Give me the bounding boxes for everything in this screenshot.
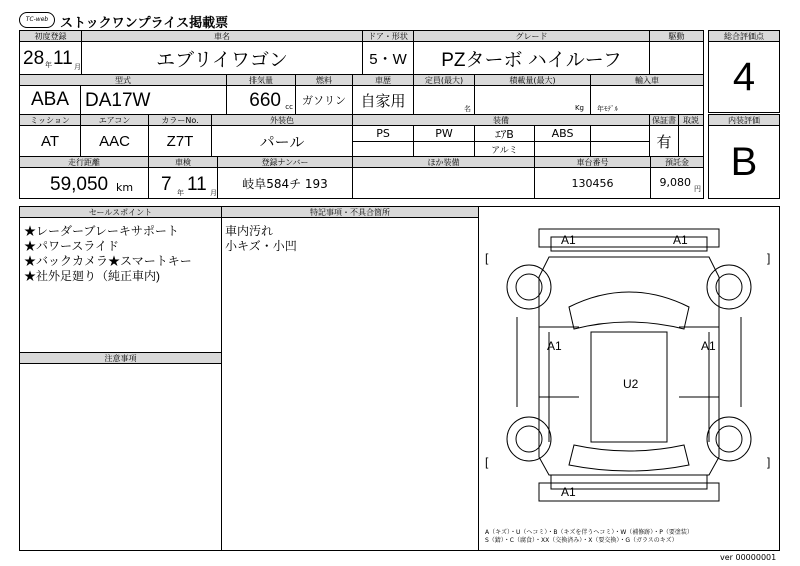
- equipment-label: 装備: [352, 114, 650, 126]
- mission-value: AT: [19, 125, 81, 157]
- interior-grade-value: B: [708, 125, 780, 199]
- other-equip-value: [352, 167, 535, 199]
- door-value: 5・W: [362, 41, 414, 75]
- inspection-month: 11: [187, 174, 207, 195]
- payload-value: [474, 85, 591, 115]
- recycle-label: 預託金: [650, 156, 704, 168]
- car-name-value: エブリイワゴン: [81, 41, 363, 75]
- equip-slot-9: [534, 141, 591, 157]
- mileage-unit: km: [116, 181, 134, 194]
- other-equip-label: ほか装備: [352, 156, 535, 168]
- legend-line: S（錆）・C（腐食）・XX（交換済み）・X（要交換）・G（ガラスのキズ）: [485, 537, 678, 544]
- model-label: 型式: [19, 74, 227, 86]
- chassis-value: 130456: [534, 167, 651, 199]
- warranty-value: 有: [649, 125, 679, 157]
- overall-grade-label: 総合評価点: [708, 30, 780, 42]
- drive-value: [649, 41, 704, 75]
- fuel-label: 燃料: [295, 74, 353, 86]
- grade-value: PZターボ ハイルーフ: [413, 41, 650, 75]
- equip-abs: ABS: [534, 125, 591, 142]
- plate-label: 登録ナンバー: [217, 156, 353, 168]
- remarks-box: [221, 217, 479, 551]
- first-reg-year: 28: [23, 48, 45, 69]
- displacement-label: 排気量: [226, 74, 296, 86]
- color-value: Z7T: [148, 125, 212, 157]
- bracket-mark: [: [485, 455, 489, 469]
- remark-item: 車内汚れ: [225, 224, 274, 238]
- remark-item: 小キズ・小凹: [225, 239, 297, 253]
- mileage-number: 59,050: [50, 174, 109, 195]
- equip-ps: PS: [352, 125, 414, 142]
- damage-mark: A1: [561, 233, 576, 247]
- vehicle-diagram: [478, 206, 780, 551]
- inspection-value: [148, 167, 218, 199]
- bracket-mark: ]: [767, 455, 771, 469]
- sales-points-box: [19, 217, 222, 353]
- model-prefix: ABA: [19, 85, 81, 115]
- mission-label: ミッション: [19, 114, 81, 126]
- first-reg-month-unit: 月: [74, 63, 81, 71]
- mileage-value: [19, 167, 149, 199]
- import-label: 輸入車: [590, 74, 704, 86]
- displacement-value: [226, 85, 296, 115]
- interior-grade-label: 内装評価: [708, 114, 780, 126]
- equip-slot-5: [590, 125, 650, 142]
- notes-label: 注意事項: [19, 352, 222, 364]
- damage-mark: U2: [623, 377, 639, 391]
- aircon-label: エアコン: [80, 114, 149, 126]
- recycle-number: 9,080: [659, 176, 691, 189]
- equip-slot-7: [413, 141, 475, 157]
- equip-slot-10: [590, 141, 650, 157]
- capacity-unit: 名: [464, 105, 471, 113]
- equip-pw: PW: [413, 125, 475, 142]
- inspection-month-unit: 月: [210, 189, 217, 197]
- inspection-label: 車検: [148, 156, 218, 168]
- manual-label: 取説: [678, 114, 704, 126]
- damage-mark: A1: [673, 233, 688, 247]
- aircon-value: AAC: [80, 125, 149, 157]
- manual-value: [678, 125, 704, 157]
- inspection-year-unit: 年: [177, 189, 184, 197]
- damage-mark: A1: [701, 339, 716, 353]
- remarks-label: 特記事項・不具合箇所: [221, 206, 479, 218]
- capacity-value: [413, 85, 475, 115]
- usage-label: 車歴: [352, 74, 414, 86]
- import-model-label: 年ﾓﾃﾞﾙ: [597, 105, 618, 113]
- sales-point-item: ★社外足廻り（純正車内): [24, 269, 160, 283]
- inspection-year: 7: [161, 174, 172, 195]
- page-title: ストックワンプライス掲載票: [60, 15, 229, 30]
- first-reg-month: 11: [53, 48, 73, 69]
- displacement-number: 660: [249, 90, 281, 111]
- capacity-label: 定員(最大): [413, 74, 475, 86]
- sales-points-label: セールスポイント: [19, 206, 222, 218]
- logo-text: TC-web: [25, 16, 49, 23]
- sales-point-item: ★レーダーブレーキサポート: [24, 224, 179, 238]
- paint-label: 外装色: [211, 114, 353, 126]
- sales-point-item: ★パワースライド: [24, 239, 120, 253]
- damage-legend: [485, 529, 693, 545]
- paint-value: パール: [211, 125, 353, 157]
- equip-airbag: ｴｱB: [474, 125, 535, 142]
- equip-slot-6: [352, 141, 414, 157]
- chassis-label: 車台番号: [534, 156, 651, 168]
- first-reg-year-unit: 年: [45, 61, 52, 69]
- bracket-mark: ]: [767, 251, 771, 265]
- plate-value: 岐阜584チ 193: [217, 167, 353, 199]
- version-label: ver 00000001: [720, 553, 777, 562]
- mileage-label: 走行距離: [19, 156, 149, 168]
- usage-value: 自家用: [352, 85, 414, 115]
- damage-mark: A1: [561, 485, 576, 499]
- overall-grade-value: 4: [708, 41, 780, 113]
- door-label: ドア・形状: [362, 30, 414, 42]
- fuel-value: ガソリン: [295, 85, 353, 115]
- sales-point-item: ★バックカメラ★スマートキー: [24, 254, 192, 268]
- recycle-value: [650, 167, 704, 199]
- first-reg-value: [19, 41, 82, 75]
- legend-line: A（キズ）・U（ヘコミ）・B（キズを伴うヘコミ）・W（補修跡）・P（要塗装）: [485, 529, 693, 536]
- grade-label: グレード: [413, 30, 650, 42]
- warranty-label: 保証書: [649, 114, 679, 126]
- logo: [19, 12, 55, 28]
- bracket-mark: [: [485, 251, 489, 265]
- payload-label: 積載量(最大): [474, 74, 591, 86]
- import-value: [590, 85, 704, 115]
- equip-alloy: アルミ: [474, 141, 535, 157]
- payload-unit: Kg: [574, 104, 584, 112]
- car-name-label: 車名: [81, 30, 363, 42]
- recycle-unit: 円: [694, 185, 701, 193]
- damage-mark: A1: [547, 339, 562, 353]
- color-label: カラーNo.: [148, 114, 212, 126]
- model-value: DA17W: [80, 85, 227, 115]
- drive-label: 駆動: [649, 30, 704, 42]
- displacement-unit: cc: [285, 103, 293, 111]
- notes-box: [19, 363, 222, 551]
- first-reg-label: 初度登録: [19, 30, 82, 42]
